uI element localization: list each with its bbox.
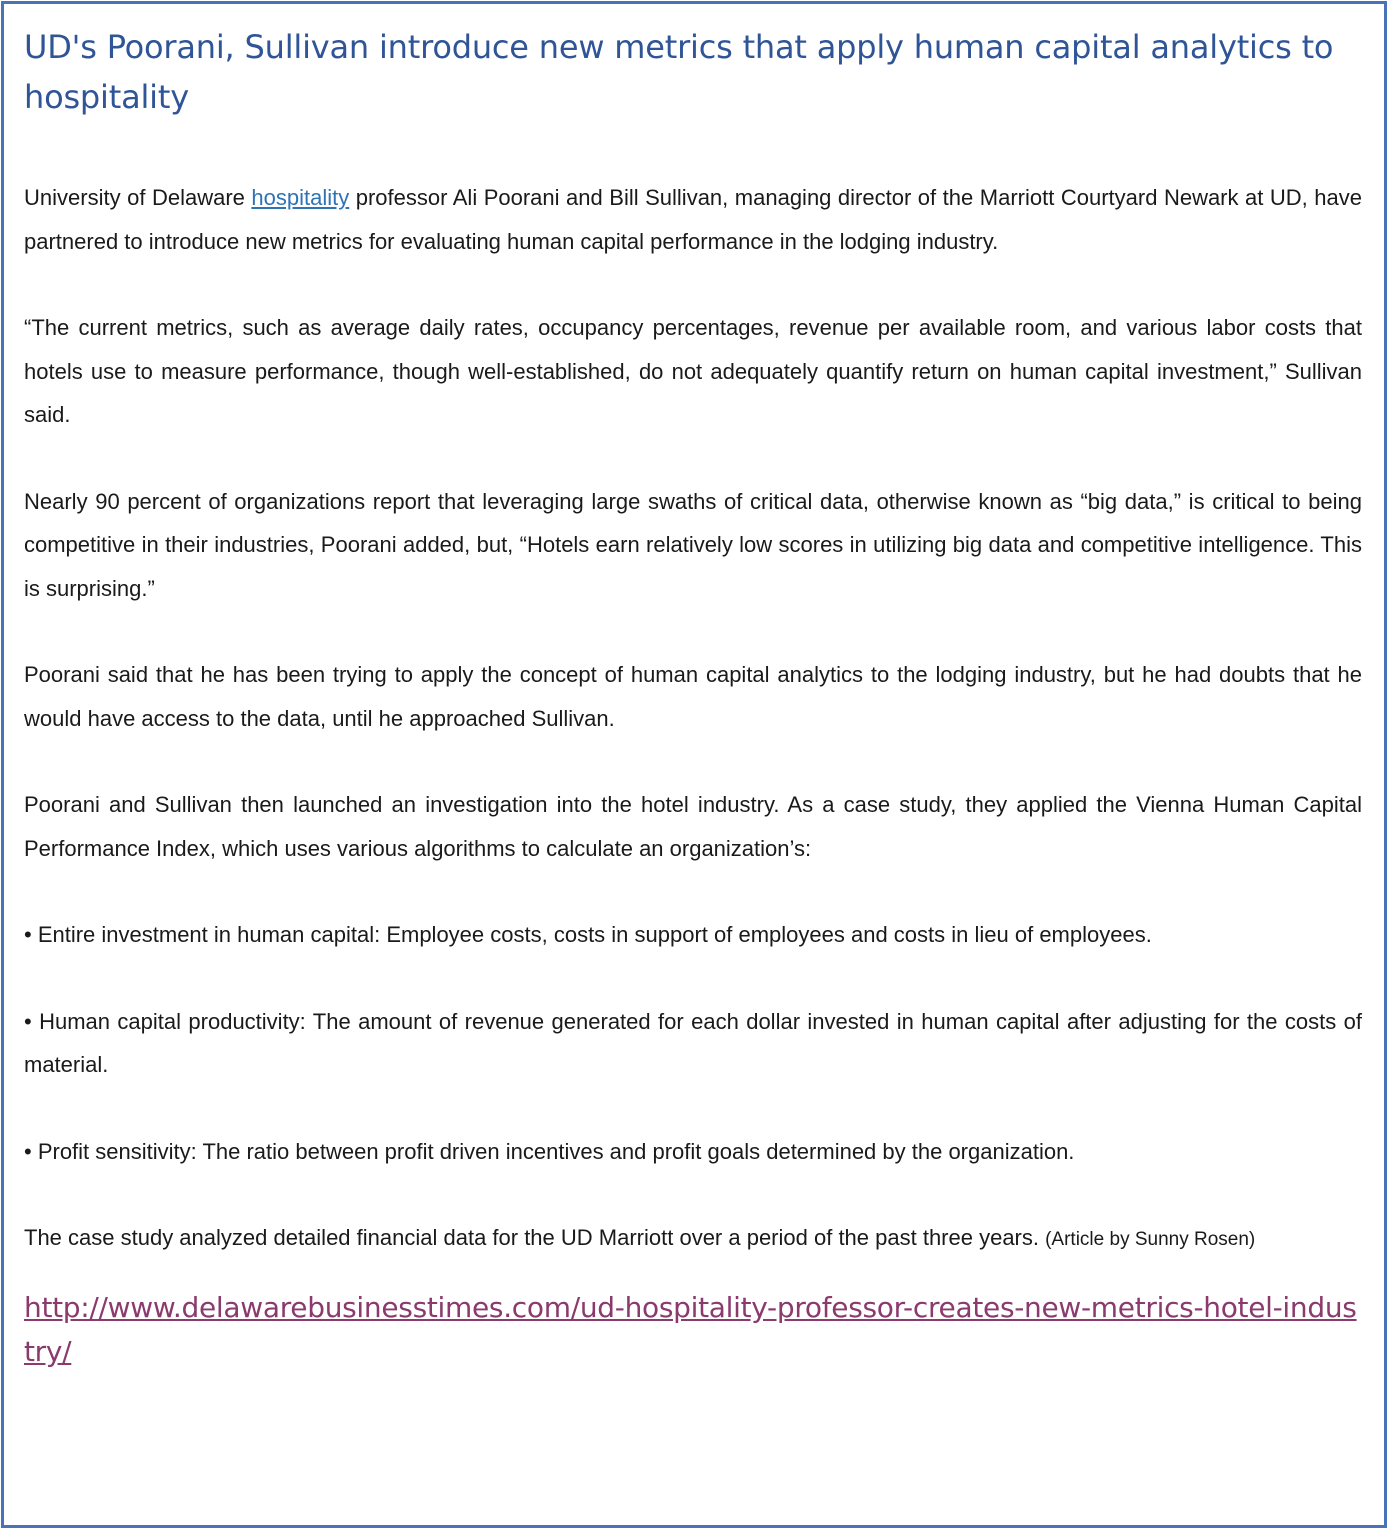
bullet-profit-sensitivity: • Profit sensitivity: The ratio between profit driven incentives and profit goals determined by the organization. [24, 1138, 1075, 1164]
paragraph-intro-start: University of Delaware [24, 185, 252, 210]
article-content [24, 22, 1362, 1374]
article-title: UD's Poorani, Sullivan introduce new metrics that apply human capital analytics to hospitality [24, 28, 1334, 116]
paragraph-intro-end: professor Ali Poorani and Bill Sullivan, managing director of the Marriott Courtyard Newark at UD, have partnered to introduce new metrics for evaluating human capital performance in the lodging industry. [24, 185, 1362, 254]
conclusion-text: The case study analyzed detailed financial data for the UD Marriott over a period of the past three years. [24, 1225, 1046, 1250]
hospitality-link[interactable]: hospitality [251, 185, 350, 210]
paragraph-poorani-approach: Poorani said that he has been trying to apply the concept of human capital analytics to the lodging industry, but he had doubts that he would have access to the data, until he approached Sullivan. [24, 662, 1362, 731]
article-credit: (Article by Sunny Rosen) [1045, 1229, 1256, 1250]
paragraph-intro [24, 176, 1362, 263]
bullet-human-capital-productivity: • Human capital productivity: The amount of revenue generated for each dollar invested in human capital after adjusting for the costs of material. [24, 1008, 1362, 1077]
bullet-entire-investment: • Entire investment in human capital: Employee costs, costs in support of employees and costs in lieu of employees. [24, 922, 1152, 947]
paragraph-sullivan-quote: “The current metrics, such as average daily rates, occupancy percentages, revenue per available room, and various labor costs that hotels use to measure performance, though well-established, do not adequately quantify return on human capital investment,” Sullivan said. [24, 315, 1362, 427]
paragraph-case-study: Poorani and Sullivan then launched an investigation into the hotel industry. As a case study, they applied the Vienna Human Capital Performance Index, which uses various algorithms to calculate an organization’s: [24, 792, 1362, 861]
paragraph-conclusion [24, 1216, 1362, 1262]
paragraph-big-data: Nearly 90 percent of organizations report that leveraging large swaths of critical data, otherwise known as “big data,” is critical to being competitive in their industries, Poorani added, but, “Hotels earn relatively low scores in utilizing big data and competitive intelligence. This is surprising.” [24, 488, 1362, 601]
source-url-link[interactable]: http://www.delawarebusinesstimes.com/ud-hospitality-professor-creates-new-metrics-hotel-industry/ [24, 1290, 1357, 1368]
